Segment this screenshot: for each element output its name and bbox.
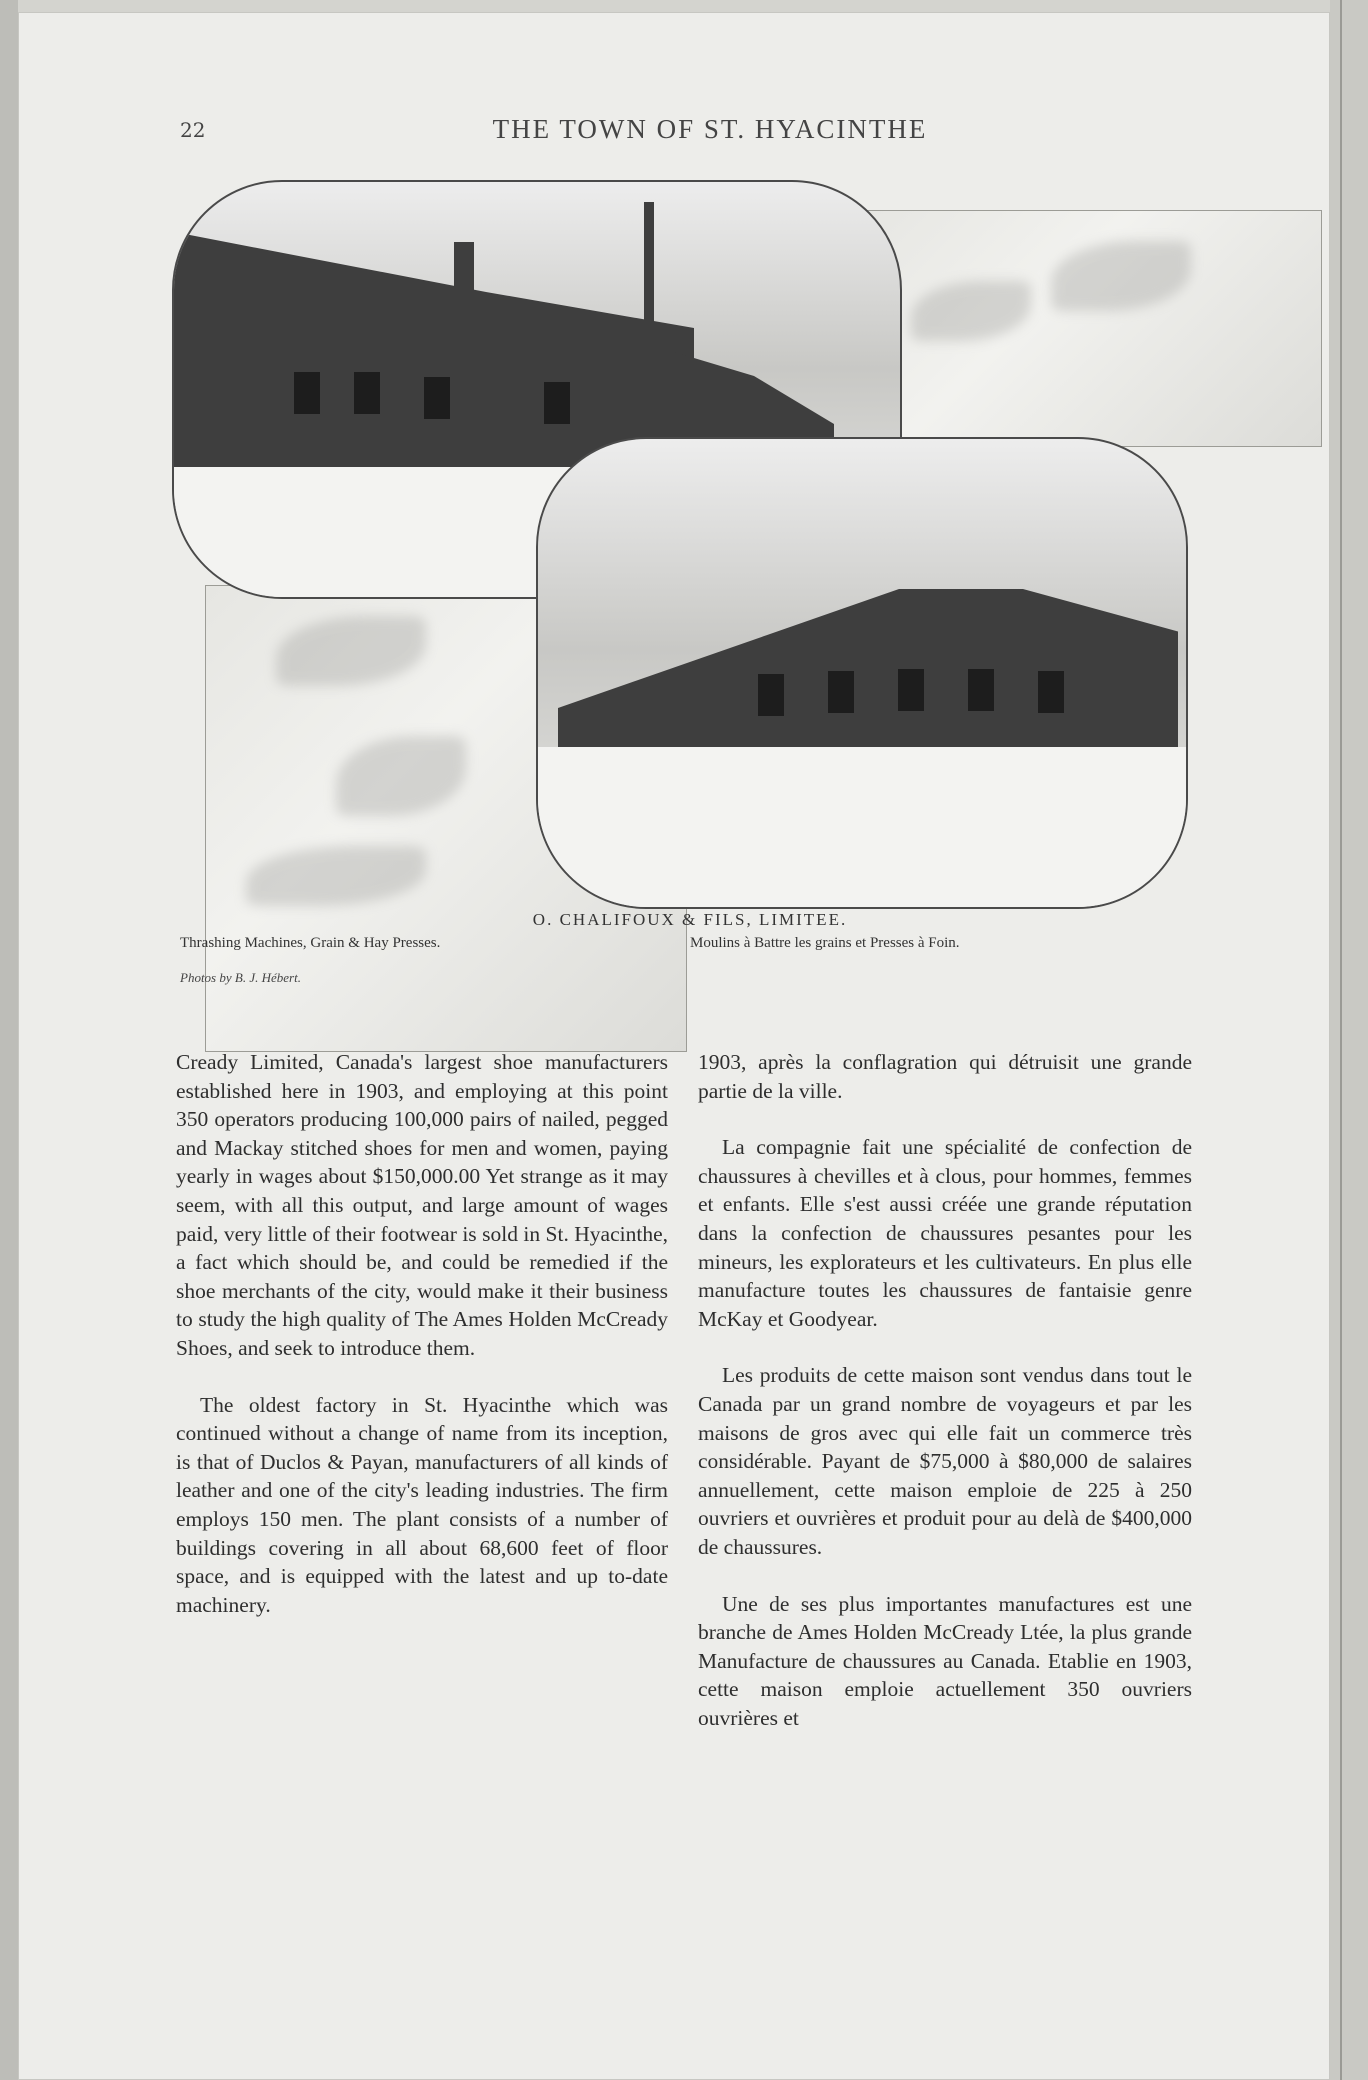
paragraph: La compagnie fait une spécialité de confection de chaussures à chevilles et à clous, pour hommes, femmes et enfants. Elle s'est aussi créée une grande réputation dans la confection de chaussures pesantes pour les mineurs, les explorateurs et les cultivateurs. En plus elle manufacture toutes les chaussures de fantaisie genre McKay et Goodyear. <box>698 1135 1192 1331</box>
left-page-edge <box>0 0 18 2080</box>
paragraph: The oldest factory in St. Hyacinthe which was continued without a change of name from its inception, is that of Duclos & Payan, manufacturers of all kinds of leather and one of the city's leading industries. The firm employs 150 men. The plant consists of a number of buildings covering in all about 68,600 feet of floor space, and is equipped with the latest and up to-date machinery. <box>176 1392 668 1617</box>
right-page-edge <box>1330 0 1368 2080</box>
paragraph: Une de ses plus importantes manufactures est une branche de Ames Holden McCready Ltée, la plus grande Manufacture de chaussures au Canada. Etablie en 1903, cette maison emploie actuellement 350 ouvriers ouvrières et <box>698 1591 1192 1730</box>
factory-photo-2 <box>536 437 1188 909</box>
paragraph: 1903, après la conflagration qui détruisit une grande partie de la ville. <box>698 1050 1192 1103</box>
photo-credit: Photos by B. J. Hébert. <box>180 970 301 985</box>
factory-photo-plate <box>150 175 1220 905</box>
running-head: THE TOWN OF ST. HYACINTHE <box>492 114 928 144</box>
french-text-column <box>698 1048 1192 1732</box>
decorative-frame-top <box>850 210 1322 447</box>
page-number: 22 <box>180 118 206 142</box>
english-text-column <box>176 1048 668 1619</box>
figure-caption-english: Thrashing Machines, Grain & Hay Presses. <box>180 935 441 951</box>
figure-title: O. CHALIFOUX & FILS, LIMITEE. <box>532 910 848 929</box>
paragraph: Cready Limited, Canada's largest shoe manufacturers established here in 1903, and employing at this point 350 operators producing 100,000 pairs of nailed, pegged and Mackay stitched shoes for men and women, paying yearly in wages about $150,000.00 Yet strange as it may seem, with all this output, and large amount of wages paid, very little of their footwear is sold in St. Hyacinthe, a fact which should be, and could be remedied if the shoe merchants of the city, would make it their business to study the high quality of The Ames Holden McCready Shoes, and seek to introduce them. <box>176 1050 668 1360</box>
paragraph: Les produits de cette maison sont vendus dans tout le Canada par un grand nombre de voyageurs et par les maisons de gros avec qui elle fait un commerce très considérable. Payant de $75,000 à $80,000 de salaires annuellement, cette maison emploie de 225 à 250 ouvriers et ouvrières et produit pour au delà de $400,000 de chaussures. <box>698 1363 1192 1559</box>
figure-caption-french: Moulins à Battre les grains et Presses à Foin. <box>690 935 960 951</box>
